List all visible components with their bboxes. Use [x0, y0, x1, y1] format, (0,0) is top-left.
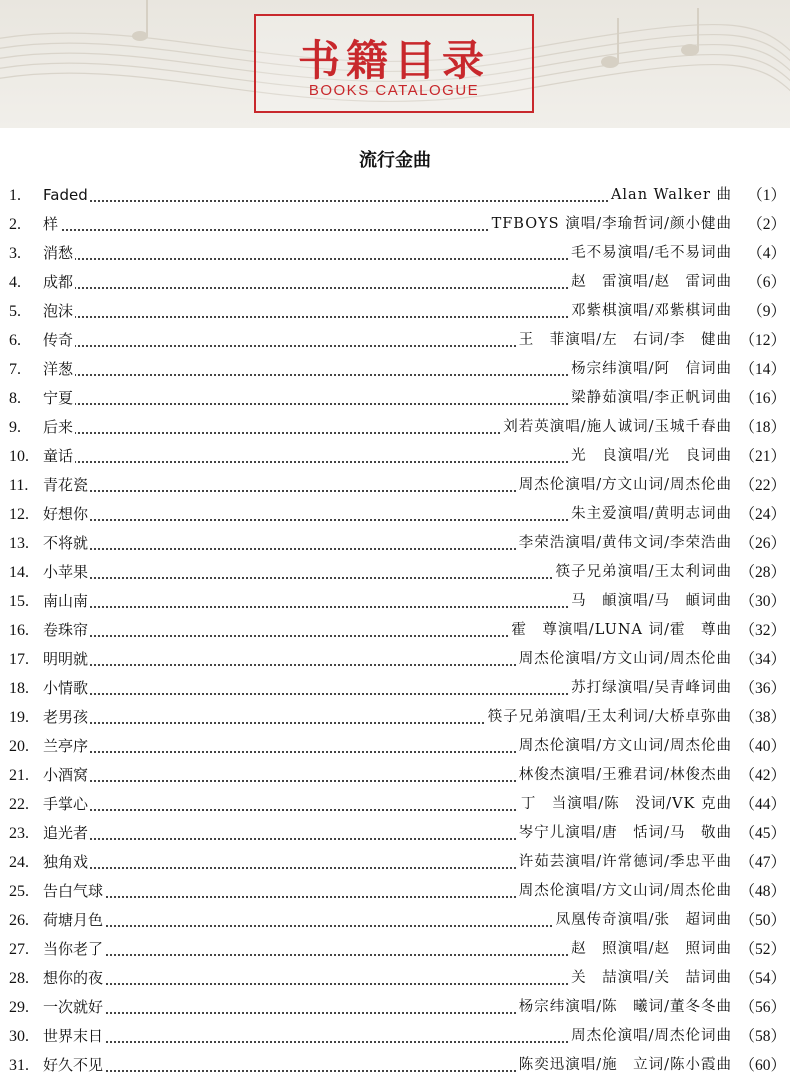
- entry-number: 9.: [9, 419, 21, 436]
- song-title: 小酒窝: [43, 761, 90, 790]
- song-title: 洋葱: [43, 355, 75, 384]
- entry-number: 17.: [9, 651, 29, 668]
- entry-number: 18.: [9, 680, 29, 697]
- toc-row: [0, 326, 790, 355]
- entry-number: 25.: [9, 883, 29, 900]
- song-credit: 赵 照演唱/赵 照词曲: [568, 935, 732, 964]
- song-credit: 筷子兄弟演唱/王太利词/大桥卓弥曲: [485, 703, 732, 732]
- toc-row: [0, 645, 790, 674]
- song-title: 小苹果: [43, 558, 90, 587]
- toc-row: [0, 703, 790, 732]
- toc-row: [0, 268, 790, 297]
- page-number: （14）: [739, 361, 786, 378]
- song-credit: 光 良演唱/光 良词曲: [568, 442, 732, 471]
- entry-number: 20.: [9, 738, 29, 755]
- song-title: 后来: [43, 413, 75, 442]
- toc-row: [0, 384, 790, 413]
- entry-number: 16.: [9, 622, 29, 639]
- song-title: 想你的夜: [43, 964, 105, 993]
- catalogue-title: 书籍目录: [297, 36, 490, 85]
- song-credit: 苏打绿演唱/吴青峰词曲: [568, 674, 732, 703]
- page-number: （24）: [739, 506, 786, 523]
- entry-number: 19.: [9, 709, 29, 726]
- entry-number: 10.: [9, 448, 29, 465]
- song-credit: 杨宗纬演唱/阿 信词曲: [568, 355, 732, 384]
- toc-row: [0, 964, 790, 993]
- entry-number: 28.: [9, 970, 29, 987]
- section-title: 流行金曲: [359, 150, 431, 171]
- entry-number: 14.: [9, 564, 29, 581]
- song-title: 手掌心: [43, 790, 90, 819]
- song-title: 好久不见: [43, 1051, 105, 1080]
- toc-row: [0, 210, 790, 239]
- entry-number: 4.: [9, 274, 21, 291]
- page-number: （12）: [739, 332, 786, 349]
- entry-number: 24.: [9, 854, 29, 871]
- song-credit: 筷子兄弟演唱/王太利词曲: [553, 558, 732, 587]
- song-credit: 周杰伦演唱/方文山词/周杰伦曲: [516, 732, 732, 761]
- song-title: 宁夏: [43, 384, 75, 413]
- song-credit: 王 菲演唱/左 右词/李 健曲: [516, 326, 732, 355]
- entry-number: 27.: [9, 941, 29, 958]
- song-title: 卷珠帘: [43, 616, 90, 645]
- song-credit: 朱主爱演唱/黄明志词曲: [568, 500, 732, 529]
- page-number: （38）: [739, 709, 786, 726]
- song-credit: TFBOYS 演唱/李瑜哲词/颜小健曲: [489, 210, 732, 239]
- entry-number: 3.: [9, 245, 21, 262]
- song-title: 传奇: [43, 326, 75, 355]
- toc-row: [0, 558, 790, 587]
- song-credit: 李荣浩演唱/黄伟文词/李荣浩曲: [516, 529, 732, 558]
- song-title: 好想你: [43, 500, 90, 529]
- song-credit: 梁静茹演唱/李正帆词曲: [568, 384, 732, 413]
- entry-number: 29.: [9, 999, 29, 1016]
- catalogue-subtitle: BOOKS CATALOGUE: [308, 82, 480, 99]
- song-title: 一次就好: [43, 993, 105, 1022]
- page-number: （40）: [739, 738, 786, 755]
- song-title: 泡沫: [43, 297, 75, 326]
- song-credit: 许茹芸演唱/许常德词/季忠平曲: [516, 848, 732, 877]
- song-credit: 林俊杰演唱/王雅君词/林俊杰曲: [516, 761, 732, 790]
- song-credit: Alan Walker 曲: [608, 181, 732, 210]
- entry-number: 11.: [9, 477, 29, 494]
- toc-row: [0, 500, 790, 529]
- page-number: （1）: [747, 187, 786, 204]
- song-credit: 丁 当演唱/陈 没词/VK 克曲: [518, 790, 732, 819]
- page-number: （4）: [747, 245, 786, 262]
- toc-row: [0, 906, 790, 935]
- entry-number: 12.: [9, 506, 29, 523]
- song-title: 南山南: [43, 587, 90, 616]
- entry-number: 6.: [9, 332, 21, 349]
- song-title: 独角戏: [43, 848, 90, 877]
- entry-number: 31.: [9, 1057, 29, 1074]
- entry-number: 7.: [9, 361, 21, 378]
- song-title: 童话: [43, 442, 75, 471]
- toc-row: [0, 529, 790, 558]
- page-number: （22）: [739, 477, 786, 494]
- page-number: （42）: [739, 767, 786, 784]
- song-title: 不将就: [43, 529, 90, 558]
- entry-number: 30.: [9, 1028, 29, 1045]
- toc-row: [0, 1051, 790, 1080]
- toc-row: [0, 1022, 790, 1051]
- song-credit: 赵 雷演唱/赵 雷词曲: [568, 268, 732, 297]
- page-number: （36）: [739, 680, 786, 697]
- song-title: 告白气球: [43, 877, 105, 906]
- page-number: （18）: [739, 419, 786, 436]
- song-title: Faded: [43, 181, 90, 210]
- toc-row: [0, 297, 790, 326]
- entry-number: 15.: [9, 593, 29, 610]
- song-credit: 杨宗纬演唱/陈 曦词/董冬冬曲: [516, 993, 732, 1022]
- page-number: （30）: [739, 593, 786, 610]
- song-credit: 霍 尊演唱/LUNA 词/霍 尊曲: [508, 616, 732, 645]
- song-credit: 马 頔演唱/马 頔词曲: [568, 587, 732, 616]
- song-credit: 周杰伦演唱/方文山词/周杰伦曲: [516, 645, 732, 674]
- toc-row: [0, 413, 790, 442]
- page-number: （54）: [739, 970, 786, 987]
- entry-number: 5.: [9, 303, 21, 320]
- toc-row: [0, 848, 790, 877]
- song-title: 追光者: [43, 819, 90, 848]
- entry-number: 26.: [9, 912, 29, 929]
- page-number: （2）: [747, 216, 786, 233]
- song-title: 世界末日: [43, 1022, 105, 1051]
- page-number: （45）: [739, 825, 786, 842]
- toc-row: [0, 616, 790, 645]
- toc-row: [0, 181, 790, 210]
- page-number: （28）: [739, 564, 786, 581]
- page-number: （58）: [739, 1028, 786, 1045]
- page-number: （44）: [739, 796, 786, 813]
- toc-row: [0, 935, 790, 964]
- page-number: （48）: [739, 883, 786, 900]
- entry-number: 23.: [9, 825, 29, 842]
- song-title: 样: [43, 210, 60, 239]
- page-number: （32）: [739, 622, 786, 639]
- song-title: 兰亭序: [43, 732, 90, 761]
- song-title: 青花瓷: [43, 471, 90, 500]
- toc-row: [0, 442, 790, 471]
- song-title: 当你老了: [43, 935, 105, 964]
- song-title: 明明就: [43, 645, 90, 674]
- page-number: （56）: [739, 999, 786, 1016]
- table-of-contents: [0, 181, 790, 1080]
- toc-row: [0, 877, 790, 906]
- song-credit: 刘若英演唱/施人诚词/玉城千春曲: [500, 413, 732, 442]
- entry-number: 1.: [9, 187, 21, 204]
- song-credit: 周杰伦演唱/周杰伦词曲: [568, 1022, 732, 1051]
- toc-row: [0, 355, 790, 384]
- song-credit: 关 喆演唱/关 喆词曲: [568, 964, 732, 993]
- header-banner: [0, 0, 790, 128]
- toc-row: [0, 790, 790, 819]
- toc-row: [0, 587, 790, 616]
- catalogue-title-box: [254, 14, 534, 113]
- page-number: （6）: [747, 274, 786, 291]
- page-number: （26）: [739, 535, 786, 552]
- page-number: （60）: [739, 1057, 786, 1074]
- page-number: （52）: [739, 941, 786, 958]
- song-title: 消愁: [43, 239, 75, 268]
- toc-row: [0, 471, 790, 500]
- song-credit: 凤凰传奇演唱/张 超词曲: [553, 906, 732, 935]
- entry-number: 21.: [9, 767, 29, 784]
- song-credit: 周杰伦演唱/方文山词/周杰伦曲: [516, 877, 732, 906]
- toc-row: [0, 674, 790, 703]
- song-credit: 邓紫棋演唱/邓紫棋词曲: [568, 297, 732, 326]
- entry-number: 2.: [9, 216, 21, 233]
- page-number: （50）: [739, 912, 786, 929]
- song-credit: 毛不易演唱/毛不易词曲: [568, 239, 732, 268]
- page-number: （9）: [747, 303, 786, 320]
- page-number: （47）: [739, 854, 786, 871]
- song-title: 老男孩: [43, 703, 90, 732]
- page-number: （34）: [739, 651, 786, 668]
- toc-row: [0, 993, 790, 1022]
- entry-number: 22.: [9, 796, 29, 813]
- page-number: （21）: [739, 448, 786, 465]
- toc-row: [0, 239, 790, 268]
- song-title: 荷塘月色: [43, 906, 105, 935]
- toc-row: [0, 819, 790, 848]
- song-credit: 陈奕迅演唱/施 立词/陈小霞曲: [516, 1051, 732, 1080]
- entry-number: 13.: [9, 535, 29, 552]
- song-credit: 岑宁儿演唱/唐 恬词/马 敬曲: [516, 819, 732, 848]
- song-title: 成都: [43, 268, 75, 297]
- toc-row: [0, 732, 790, 761]
- page-number: （16）: [739, 390, 786, 407]
- entry-number: 8.: [9, 390, 21, 407]
- song-title: 小情歌: [43, 674, 90, 703]
- song-credit: 周杰伦演唱/方文山词/周杰伦曲: [516, 471, 732, 500]
- toc-row: [0, 761, 790, 790]
